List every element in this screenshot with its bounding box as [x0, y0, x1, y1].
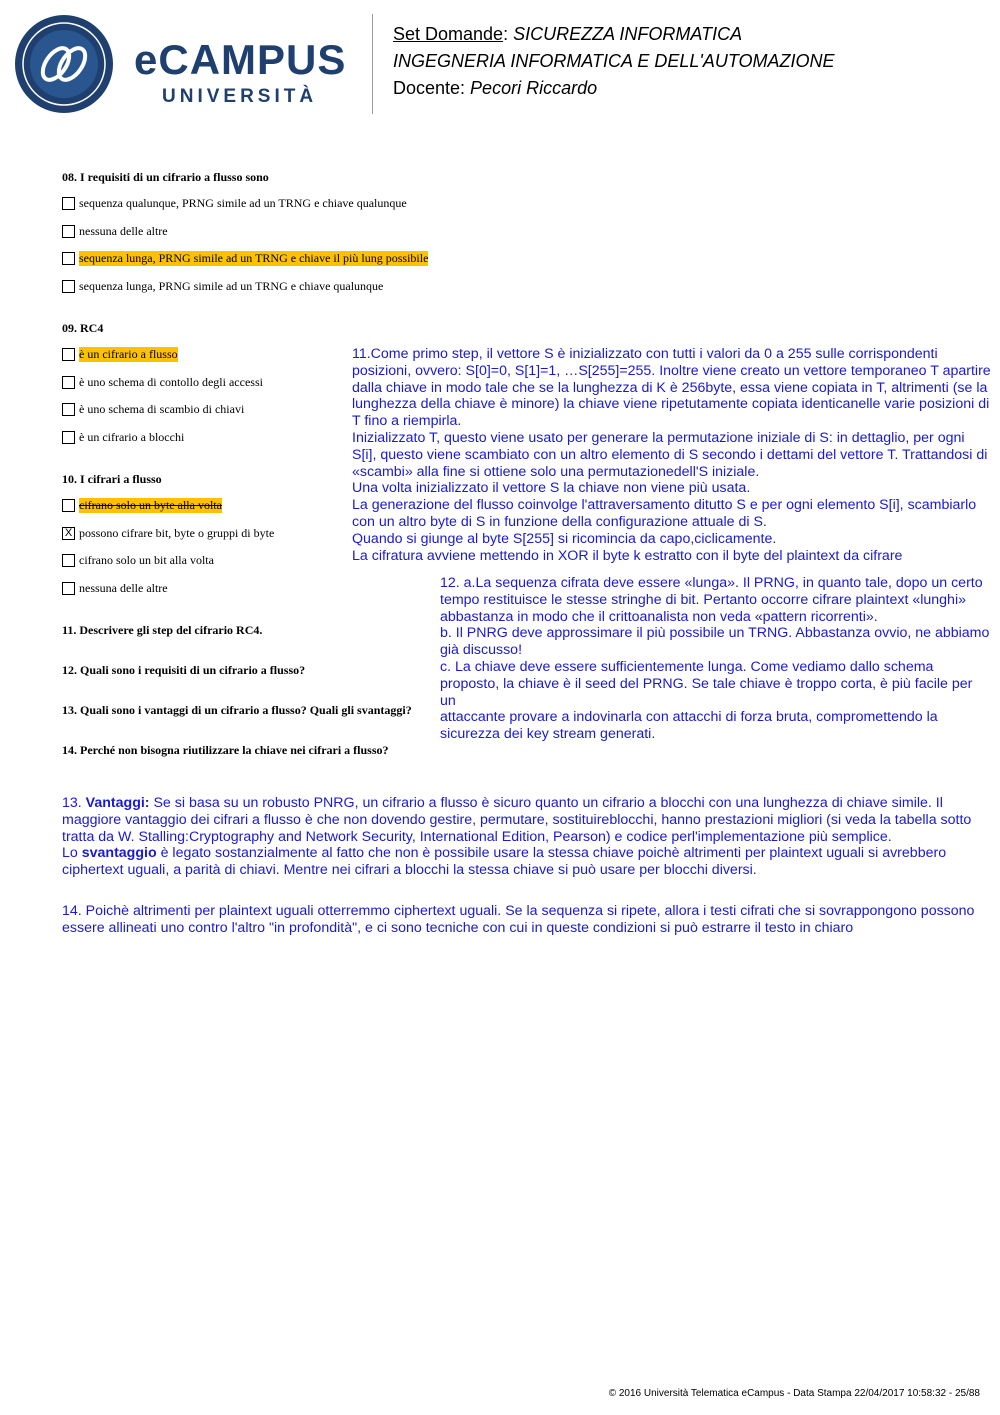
set-sep: :	[503, 24, 514, 44]
checkbox-checked[interactable]: X	[62, 527, 75, 540]
answer-paragraph: La cifratura avviene mettendo in XOR il byte k estratto con il byte del plaintext da cifrare	[352, 547, 903, 564]
checkbox[interactable]	[62, 197, 75, 210]
checkbox[interactable]	[62, 499, 75, 512]
q09-option-1[interactable]	[62, 345, 178, 363]
option-text: è un cifrario a blocchi	[79, 429, 185, 444]
question-14-title: 14. Perché non bisogna riutilizzare la chiave nei cifrari a flusso?	[62, 743, 389, 757]
checkbox[interactable]	[62, 225, 75, 238]
disadvantage-prefix: Lo	[62, 845, 82, 862]
q08-option-1[interactable]	[62, 194, 407, 212]
answer-paragraph: Inizializzato T, questo viene usato per generare la permutazione iniziale di S: in dettaglio, per ogni S[i], questo viene scambiato con un altro elemento di S secondo i dettami del vettore T. Trattandosi di «scambi» alla fine si ottiene solo una permutazionedell'S iniziale.	[352, 429, 988, 480]
answer-paragraph: attaccante provare a indovinarla con attacchi di forza bruta, compromettendo la sicurezza dei key stream generati.	[440, 709, 938, 743]
answer-14: 14. Poichè altrimenti per plaintext uguali otterremmo ciphertext uguali. Se la sequenza si ripete, allora i testi cifrati che si sovrappongono possono essere allineati uno contro l'altro "in profondità", e ci sono tecniche con cui in queste condizioni si può estrarre il testo in chiaro	[62, 903, 975, 936]
question-12-title: 12. Quali sono i requisiti di un cifrario a flusso?	[62, 663, 306, 677]
answer-paragraph: Una volta inizializzato il vettore S la chiave non viene più usata.	[352, 480, 751, 497]
header-set-line	[393, 21, 742, 48]
option-text: cifrano solo un bit alla volta	[79, 552, 214, 567]
answer-paragraph: abbastanza in modo che il crittoanalista non veda «pattern ricorrenti».	[440, 608, 878, 625]
checkbox[interactable]	[62, 348, 75, 361]
q09-option-3[interactable]	[62, 400, 244, 418]
question-13-title: 13. Quali sono i vantaggi di un cifrario a flusso? Quali gli svantaggi?	[62, 703, 412, 717]
teacher-name: Pecori Riccardo	[470, 78, 598, 98]
checkbox[interactable]	[62, 554, 75, 567]
q10-option-4[interactable]	[62, 579, 168, 597]
q10-option-2[interactable]	[62, 524, 274, 542]
option-text: nessuna delle altre	[79, 580, 168, 595]
disadvantage-text: è legato sostanzialmente al fatto che non è possibile usare la stessa chiave poichè altrimenti per plaintext uguali si avrebbero ciphertext uguali, a parità di chiavi. Mentre nei cifrari a blocchi la stessa chiave si può usare per blocchi diversi.	[62, 845, 947, 879]
q08-option-2[interactable]	[62, 222, 168, 240]
answer-disadvantages	[62, 845, 997, 879]
checkbox[interactable]	[62, 582, 75, 595]
checkbox[interactable]	[62, 280, 75, 293]
answer-paragraph: 12. a.La sequenza cifrata deve essere «lunga». Il PRNG, in quanto tale, dopo un certo	[440, 575, 983, 591]
answer-paragraph: La generazione del flusso coinvolge l'attraversamento ditutto S e per ogni elemento S[i], scambiarlo con un altro byte di S in funzione della configurazione attuale di S.	[352, 497, 977, 530]
teacher-label: Docente:	[393, 78, 471, 98]
advantages-label: Vantaggi:	[85, 795, 150, 811]
q09-option-2[interactable]	[62, 373, 263, 391]
answer-13	[62, 795, 997, 879]
checkbox[interactable]	[62, 403, 75, 416]
answer-paragraph: b. Il PNRG deve approssimare il più possibile un TRNG. Abbastanza ovvio, ne abbiamo già discusso!	[440, 625, 990, 659]
answer-12	[440, 575, 990, 743]
q08-option-3[interactable]	[62, 249, 428, 267]
question-10-title: 10. I cifrari a flusso	[62, 472, 162, 486]
answer-11	[352, 346, 992, 564]
option-text: nessuna delle altre	[79, 223, 168, 238]
logo-wordmark: eCAMPUS	[134, 36, 347, 83]
q09-option-4[interactable]	[62, 428, 184, 446]
checkbox[interactable]	[62, 431, 75, 444]
answer-paragraph: 11.Come primo step, il vettore S è inizializzato con tutti i valori da 0 a 255 sulle corrispondenti posizioni, ovvero: S[0]=0, S[1]=1, …S[255]=255. Inoltre viene creato un vettore temporaneo T apartire dalla chiave in modo tale che se la lunghezza di K è 256byte, essa viene copiata in T, altrimenti (se la lunghezza della chiave è minore) la chiave viene ripetutamente copiata identicanelle varie posizioni di T fino a riempirla.	[352, 346, 991, 430]
answer-number: 13.	[62, 795, 86, 811]
logo-subtitle: UNIVERSITÀ	[162, 86, 318, 107]
disadvantage-label: svantaggio	[81, 845, 157, 862]
q08-option-4[interactable]	[62, 277, 383, 295]
university-seal-logo	[14, 14, 114, 114]
q10-option-1[interactable]	[62, 496, 222, 514]
set-label: Set Domande	[393, 24, 504, 44]
page-footer: © 2016 Università Telematica eCampus - Data Stampa 22/04/2017 10:58:32 - 25/88	[608, 1388, 980, 1399]
answer-paragraph: Quando si giunge al byte S[255] si ricomincia da capo,ciclicamente.	[352, 530, 777, 547]
question-09-title: 09. RC4	[62, 321, 104, 335]
degree-name: INGEGNERIA INFORMATICA E DELL'AUTOMAZIONE	[393, 51, 835, 71]
checkbox[interactable]	[62, 252, 75, 265]
option-text: è uno schema di contollo degli accessi	[79, 374, 263, 389]
answer-paragraph: c. La chiave deve essere sufficientemente lunga. Come vediamo dallo schema proposto, la chiave è il seed del PRNG. Se tale chiave è troppo corta, è più facile per un	[440, 658, 973, 709]
option-text: è uno schema di scambio di chiavi	[79, 401, 245, 416]
option-text-highlighted: cifrano solo un byte alla volta	[79, 497, 222, 512]
q10-option-3[interactable]	[62, 551, 214, 569]
answer-advantages	[62, 795, 997, 845]
checkbox[interactable]	[62, 376, 75, 389]
advantages-text: Se si basa su un robusto PNRG, un cifrario a flusso è sicuro quanto un cifrario a blocchi con una lunghezza di chiave simile. Il maggiore vantaggio dei cifrari a flusso è che non dovendo gestire, permutare, sostituireblocchi, hanno prestazioni migliori (si veda la tabella sotto tratta da W. Stalling:Cryptography and Network Security, International Edition, Pearson) e codice perl'implementazione più semplice.	[62, 795, 972, 845]
answer-paragraph: tempo restituisce le stesse stringhe di bit. Pertanto occorre cifrare plaintext «lunghi»	[440, 591, 966, 608]
option-text-highlighted: è un cifrario a flusso	[79, 346, 178, 361]
option-text: sequenza lunga, PRNG simile ad un TRNG e chiave qualunque	[79, 278, 384, 293]
option-text: possono cifrare bit, byte o gruppi di byte	[79, 525, 275, 540]
header-divider	[372, 14, 373, 114]
question-11-title: 11. Descrivere gli step del cifrario RC4.	[62, 623, 263, 637]
option-text-highlighted: sequenza lunga, PRNG simile ad un TRNG e chiave il più lung possibile	[79, 250, 429, 265]
course-name: SICUREZZA INFORMATICA	[513, 24, 743, 44]
option-text: sequenza qualunque, PRNG simile ad un TRNG e chiave qualunque	[79, 195, 407, 210]
teacher-line	[393, 75, 597, 102]
question-08-title: 08. I requisiti di un cifrario a flusso sono	[62, 170, 269, 184]
